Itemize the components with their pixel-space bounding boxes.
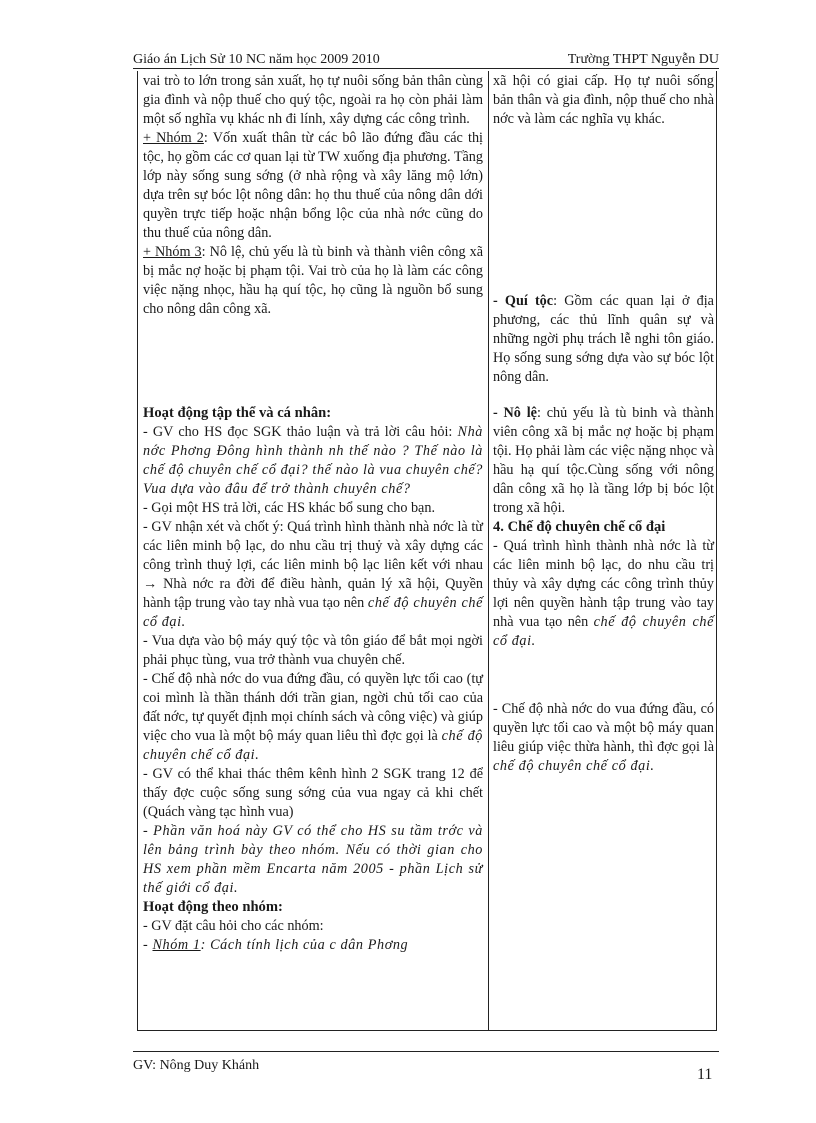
- header-title: Giáo án Lịch Sử 10 NC năm học 2009 2010: [133, 52, 380, 67]
- slave-label: - Nô lệ: [493, 405, 537, 421]
- page-number: 11: [697, 1066, 713, 1083]
- process-text: - Quá trình hình thành nhà nớc là từ các liên minh bộ lạc, do nhu cầu trị thủy và xây dựng các công trình thủy lợi nên quyền hành tập trung vào tay nhà vua tạo nên: [493, 538, 714, 630]
- regime-term: chế độ chuyên chế cổ đại.: [143, 728, 483, 763]
- noble-label: - Quí tộc: [493, 293, 554, 309]
- regime-summary-text: - Chế độ nhà nớc do vua đứng đầu, có quyền lực tối cao và một bộ máy quan liêu giúp việc thừa hành, thì đợc gọi là: [493, 701, 714, 755]
- group-3-label: + Nhóm 3: [143, 244, 202, 260]
- question-intro: - GV cho HS đọc SGK thảo luận và trả lời câu hỏi:: [143, 424, 458, 440]
- section-4-heading: 4. Chế độ chuyên chế cổ đại: [493, 519, 666, 535]
- exploit-paragraph: - GV có thể khai thác thêm kênh hình 2 SGK trang 12 để thấy đợc cuộc sống sung sớng của vua ngay cả khi chết (Quách vàng tạc hình vua): [143, 766, 483, 820]
- group-2-label: + Nhóm 2: [143, 130, 204, 146]
- question-text: Nhà nớc Phơng Đông hình thành nh thế nào ? Thế nào là chế độ chuyên chế cổ đại? thế nào là vua chuyên chế? Vua dựa vào đâu để trở thành chuyên chế?: [143, 424, 483, 497]
- right-column: [493, 72, 714, 129]
- process-paragraph: [493, 537, 714, 651]
- group-2-paragraph: [143, 129, 483, 243]
- noble-paragraph: [493, 292, 714, 387]
- activity-heading-group: Hoạt động theo nhóm:: [143, 899, 283, 915]
- header-rule: [133, 68, 719, 69]
- right-column-noble: [493, 292, 714, 387]
- call-student: - Gọi một HS trả lời, các HS khác bổ sung cho bạn.: [143, 500, 435, 516]
- question-paragraph: [143, 423, 483, 499]
- culture-paragraph: - Phần văn hoá này GV có thể cho HS su tầm trớc và lên bảng trình bày theo nhóm. Nếu có thời gian cho HS xem phần mềm Encarta năm 2005 - phần Lịch sử thế giới cổ đại.: [143, 823, 483, 896]
- group-1-text: : Cách tính lịch của c dân Phơng: [200, 937, 409, 953]
- footer-teacher: GV: Nông Duy Khánh: [133, 1058, 260, 1073]
- arrow-icon: →: [143, 576, 158, 592]
- right-column-regime: [493, 700, 714, 776]
- regime-summary: [493, 700, 714, 776]
- regime-paragraph: [143, 670, 483, 765]
- process-term: chế độ chuyên chế cổ đại.: [493, 614, 714, 649]
- slave-paragraph: [493, 404, 714, 518]
- group-question: - GV đặt câu hỏi cho các nhóm:: [143, 918, 324, 934]
- conclusion-term: chế độ chuyên chế cổ đại.: [143, 595, 484, 630]
- group-3-paragraph: [143, 243, 483, 319]
- slave-text: : chủ yếu là tù binh và thành viên công xã bị mắc nợ hoặc bị phạm tội. Họ phải làm các việc nặng nhọc và hầu hạ quí tộc.Cùng sống với nông dân công xã họ là tầng lớp bị bóc lột trong xã hội.: [493, 405, 715, 516]
- group-3-text: : Nô lệ, chủ yếu là tù binh và thành viên công xã bị mắc nợ hoặc bị phạm tội. Vai trò của họ là làm các công việc nặng nhọc, hầu hạ quí tộc, họ cũng là nguồn bổ sung cho nông dân công xã.: [143, 244, 483, 317]
- conclusion-a: - GV nhận xét và chốt ý: Quá trình hình thành nhà nớc là từ các liên minh bộ lạc, do nhu cầu trị thuỷ và xây dựng các công trình thuỷ lợi, các liên minh bộ lạc liên kết với nhau: [143, 519, 483, 573]
- header-school: Trường THPT Nguyễn DU: [567, 52, 719, 67]
- group-1-paragraph: [143, 936, 483, 955]
- left-column-activities: [143, 404, 483, 955]
- right-column-slave: [493, 404, 714, 651]
- conclusion-b: Nhà nớc ra đời để điều hành, quản lý xã hội, Quyền hành tập trung vào tay nhà vua tạo nên: [143, 576, 483, 611]
- group-1-prefix: -: [143, 937, 153, 953]
- group-2-text: : Vốn xuất thân từ các bô lão đứng đầu các thị tộc, họ gồm các cơ quan lại từ TW xuống địa phương. Tầng lớp này sống sung sớng (ở nhà rộng và xây lăng mộ lớn) dựa trên sự bóc lột nông dân: họ thu thuế của nông dân dới quyền trực tiếp hoặc nhận bổng lộc của nhà nớc cũng do thu thuế của nông dân.: [143, 130, 483, 241]
- role-paragraph: vai trò to lớn trong sản xuất, họ tự nuôi sống bản thân cùng gia đình và nộp thuế cho quý tộc, ngoài ra họ còn phải làm một số nghĩa vụ khác nh đi lính, xây dựng các công trình.: [143, 73, 483, 127]
- king-paragraph: - Vua dựa vào bộ máy quý tộc và tôn giáo để bắt mọi ngời phải phục tùng, vua trở thành vua chuyên chế.: [143, 633, 483, 668]
- group-1-label: Nhóm 1: [152, 937, 201, 953]
- footer-rule: [133, 1051, 719, 1052]
- noble-text: : Gồm các quan lại ở địa phương, các thủ lĩnh quân sự và những ngời phụ trách lễ nghi tôn giáo. Họ sống sung sớng dựa vào sự bóc lột nông dân.: [493, 293, 714, 385]
- peasant-summary: xã hội có giai cấp. Họ tự nuôi sống bản thân và gia đình, nộp thuế cho nhà nớc và làm các nghĩa vụ khác.: [493, 73, 714, 127]
- regime-text: - Chế độ nhà nớc do vua đứng đầu, có quyền lực tối cao (tự coi mình là thần thánh dới trần gian, ngời chủ tối cao của đất nớc, tự quyết định mọi chính sách và công việc) và giúp việc cho vua là một bộ máy quan liêu thì đợc gọi là: [143, 671, 483, 744]
- activity-heading-individual: Hoạt động tập thể và cá nhân:: [143, 405, 332, 421]
- column-divider: [488, 71, 489, 1031]
- regime-summary-term: chế độ chuyên chế cổ đại.: [493, 758, 655, 774]
- left-column: [143, 72, 483, 319]
- conclusion-paragraph: [143, 518, 483, 632]
